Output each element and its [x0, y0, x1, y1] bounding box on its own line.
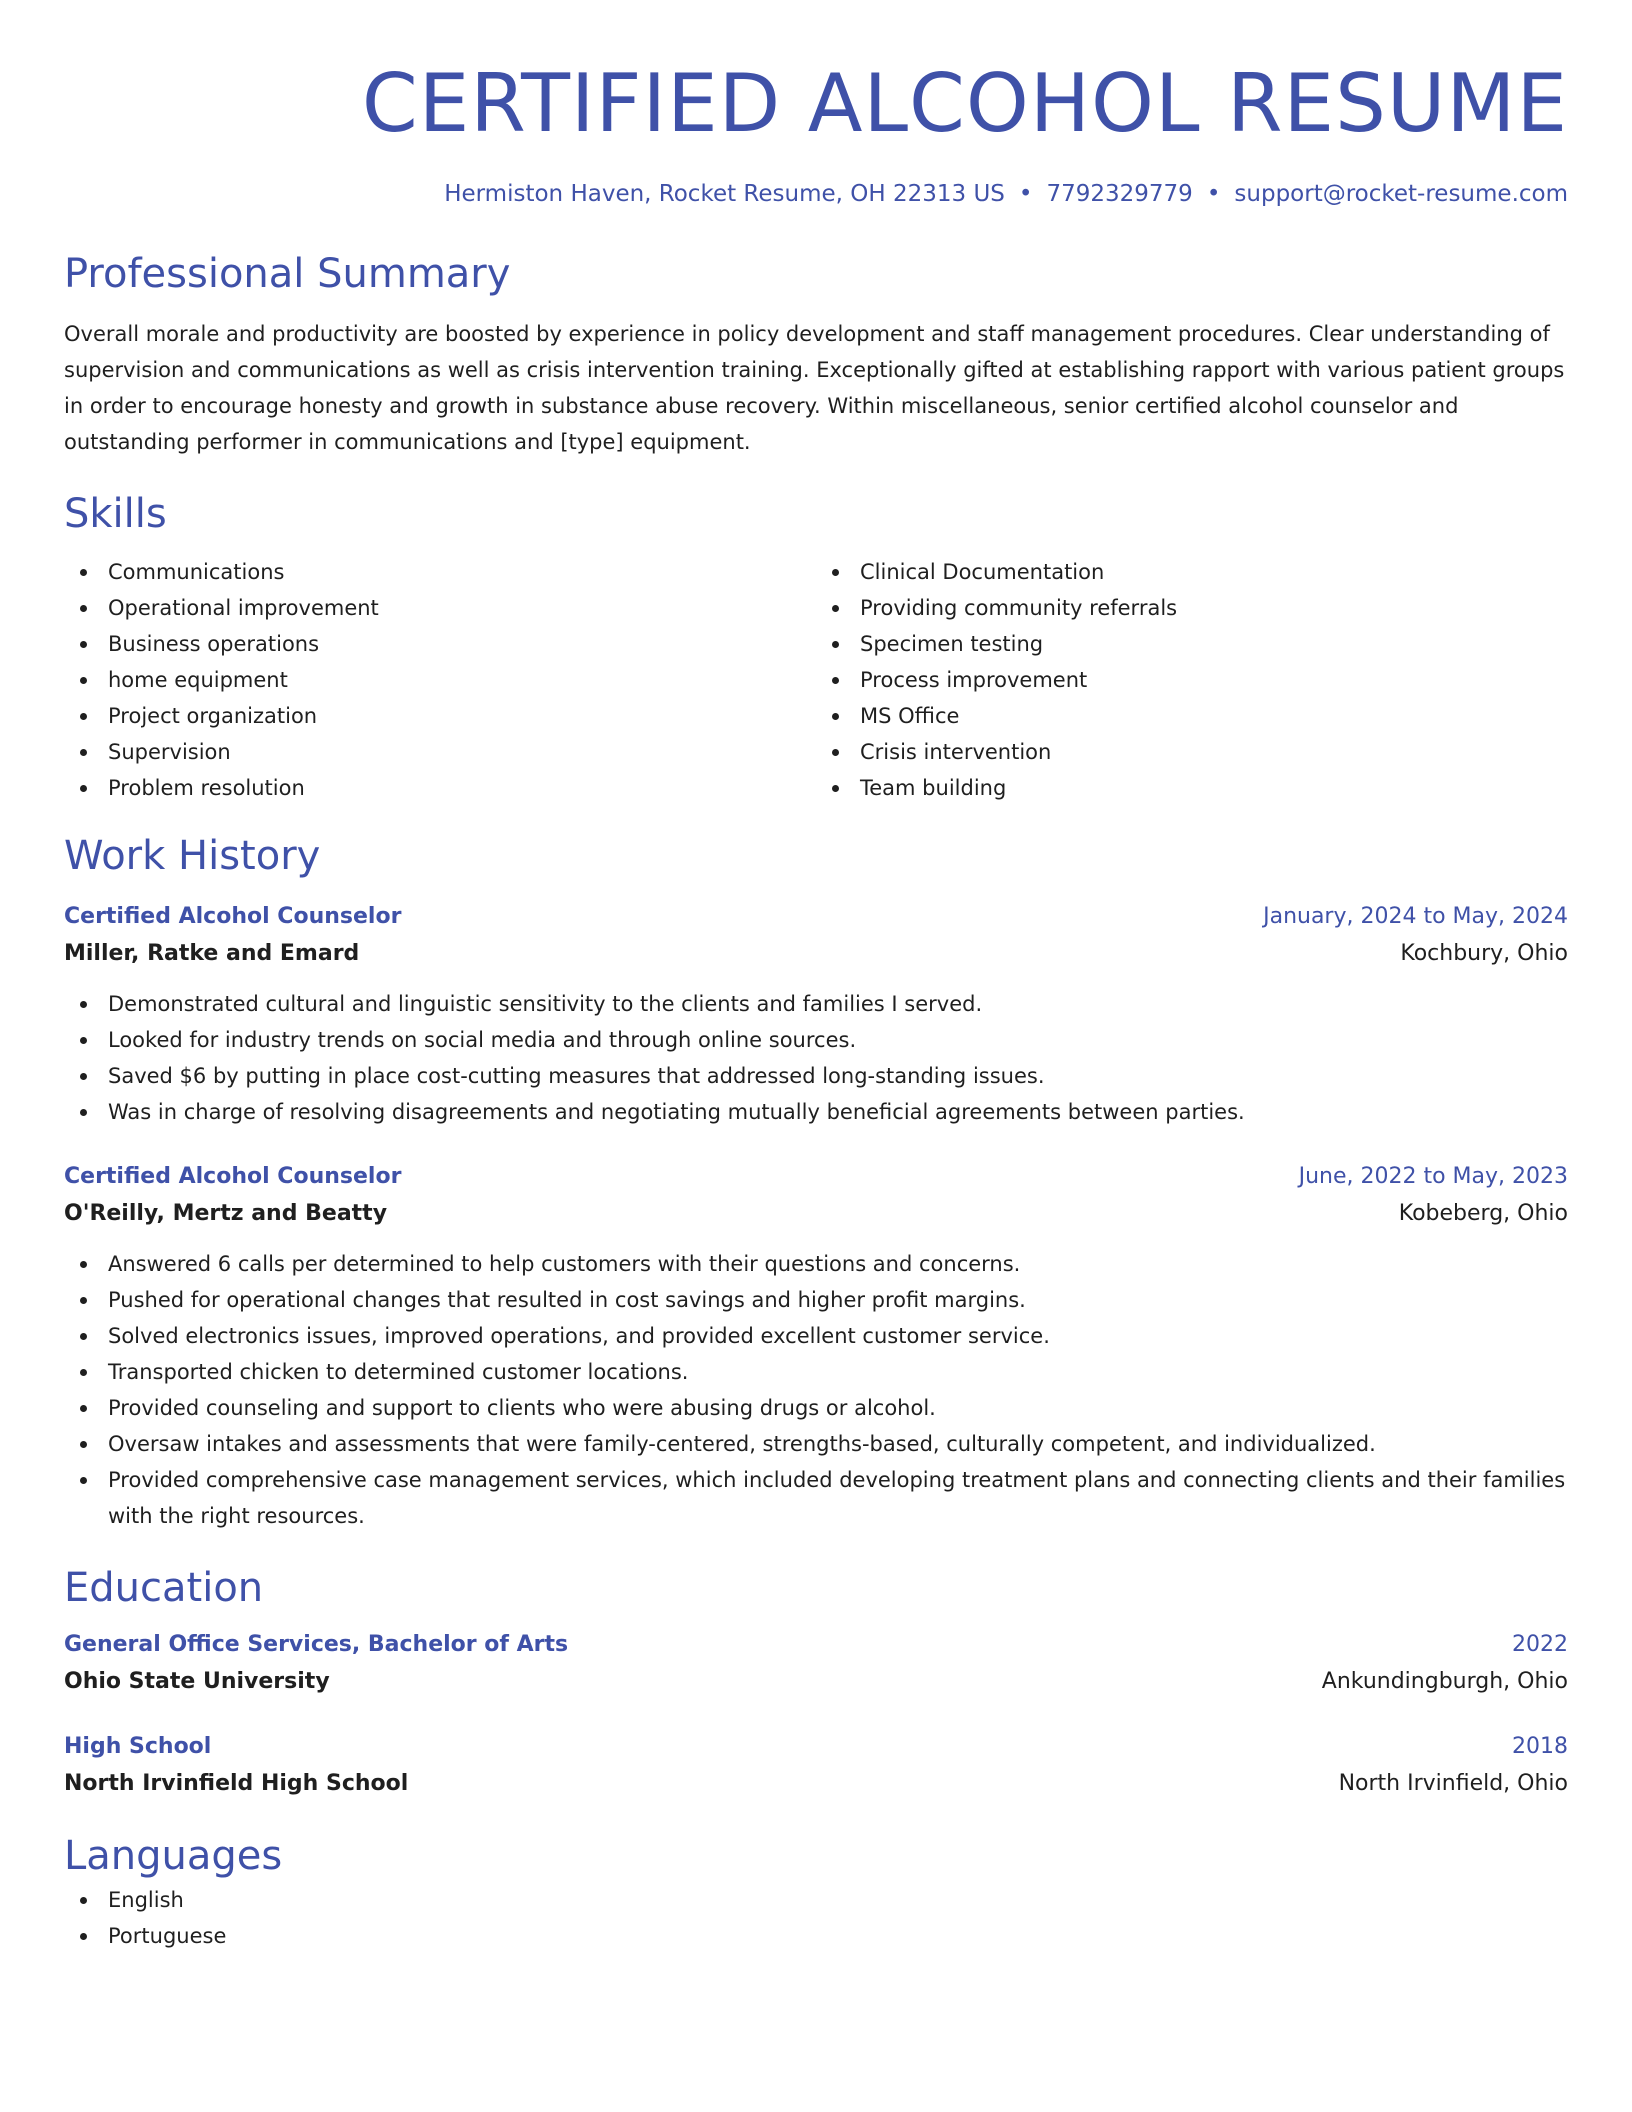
contact-line [64, 178, 1568, 210]
job-dates: June, 2022 to May, 2023 [1298, 1164, 1568, 1189]
languages-list [64, 1882, 1568, 1954]
job-entry [64, 1160, 1568, 1534]
job-header-row [64, 900, 1568, 934]
education-year: 2018 [1512, 1734, 1568, 1759]
education-entry [64, 1730, 1568, 1804]
education-header-row [64, 1730, 1568, 1764]
job-bullets [64, 986, 1568, 1130]
summary-heading: Professional Summary [64, 251, 511, 297]
skill-item: Business operations [64, 626, 816, 662]
job-location: Kochbury, Ohio [1400, 941, 1568, 966]
job-company-row [64, 1194, 1568, 1234]
job-company: Miller, Ratke and Emard [64, 941, 360, 966]
education-location: North Irvinfield, Ohio [1338, 1771, 1568, 1796]
skill-item: home equipment [64, 662, 816, 698]
skills-list-right [816, 554, 1568, 806]
skill-item: Specimen testing [816, 626, 1568, 662]
education-header-row [64, 1628, 1568, 1662]
education-entry [64, 1628, 1568, 1702]
contact-separator: • [1206, 181, 1221, 207]
skill-item: Supervision [64, 734, 816, 770]
education-heading: Education [64, 1565, 264, 1611]
job-bullet: Provided counseling and support to clients who were abusing drugs or alcohol. [64, 1390, 1568, 1426]
language-item: English [64, 1882, 1568, 1918]
contact-address: Hermiston Haven, Rocket Resume, OH 22313 US [444, 181, 1005, 207]
skill-item: Communications [64, 554, 816, 590]
education-school-row [64, 1662, 1568, 1702]
job-bullet: Was in charge of resolving disagreements and negotiating mutually beneficial agreements between parties. [64, 1094, 1568, 1130]
work-history-heading: Work History [64, 833, 321, 879]
job-bullet: Oversaw intakes and assessments that were family-centered, strengths-based, culturally competent, and individualized. [64, 1426, 1568, 1462]
contact-email[interactable]: support@rocket-resume.com [1234, 181, 1568, 207]
skill-item: Clinical Documentation [816, 554, 1568, 590]
summary-text: Overall morale and productivity are boosted by experience in policy development and staff management procedures. Clear understanding of supervision and communications as well as crisis intervention training. Exceptionally gifted at establishing rapport with various patient groups in order to encourage honesty and growth in substance abuse recovery. Within miscellaneous, senior certified alcohol counselor and outstanding performer in communications and [type] equipment. [64, 322, 1565, 454]
job-bullet: Provided comprehensive case management services, which included developing treatment plans and connecting clients and their families with the right resources. [64, 1462, 1568, 1534]
job-company: O'Reilly, Mertz and Beatty [64, 1201, 388, 1226]
job-header-row [64, 1160, 1568, 1194]
job-location: Kobeberg, Ohio [1398, 1201, 1568, 1226]
job-bullets [64, 1246, 1568, 1534]
education-degree: General Office Services, Bachelor of Arts [64, 1632, 569, 1657]
job-title: Certified Alcohol Counselor [64, 1164, 402, 1189]
job-bullet: Pushed for operational changes that resulted in cost savings and higher profit margins. [64, 1282, 1568, 1318]
skill-item: Crisis intervention [816, 734, 1568, 770]
skill-item: Providing community referrals [816, 590, 1568, 626]
skills-list-left [64, 554, 816, 806]
job-title: Certified Alcohol Counselor [64, 904, 402, 929]
skill-item: Operational improvement [64, 590, 816, 626]
job-bullet: Answered 6 calls per determined to help customers with their questions and concerns. [64, 1246, 1568, 1282]
education-year: 2022 [1512, 1632, 1568, 1657]
skill-item: Team building [816, 770, 1568, 806]
skills-grid [64, 554, 1568, 806]
job-dates: January, 2024 to May, 2024 [1263, 904, 1568, 929]
skills-heading: Skills [64, 491, 167, 537]
job-bullet: Demonstrated cultural and linguistic sensitivity to the clients and families I served. [64, 986, 1568, 1022]
resume-title: CERTIFIED ALCOHOL RESUME [361, 57, 1568, 150]
skill-item: MS Office [816, 698, 1568, 734]
education-location: Ankundingburgh, Ohio [1321, 1669, 1568, 1694]
skill-item: Problem resolution [64, 770, 816, 806]
job-bullet: Looked for industry trends on social media and through online sources. [64, 1022, 1568, 1058]
language-item: Portuguese [64, 1918, 1568, 1954]
education-school-row [64, 1764, 1568, 1804]
job-bullet: Solved electronics issues, improved operations, and provided excellent customer service. [64, 1318, 1568, 1354]
education-degree: High School [64, 1734, 212, 1759]
languages-heading: Languages [64, 1833, 283, 1879]
job-bullet: Saved $6 by putting in place cost-cutting measures that addressed long-standing issues. [64, 1058, 1568, 1094]
job-bullet: Transported chicken to determined customer locations. [64, 1354, 1568, 1390]
job-entry [64, 900, 1568, 1130]
job-company-row [64, 934, 1568, 974]
skill-item: Process improvement [816, 662, 1568, 698]
contact-phone[interactable]: 7792329779 [1046, 181, 1193, 207]
skill-item: Project organization [64, 698, 816, 734]
education-school: North Irvinfield High School [64, 1771, 409, 1796]
contact-separator: • [1018, 181, 1033, 207]
education-school: Ohio State University [64, 1669, 330, 1694]
